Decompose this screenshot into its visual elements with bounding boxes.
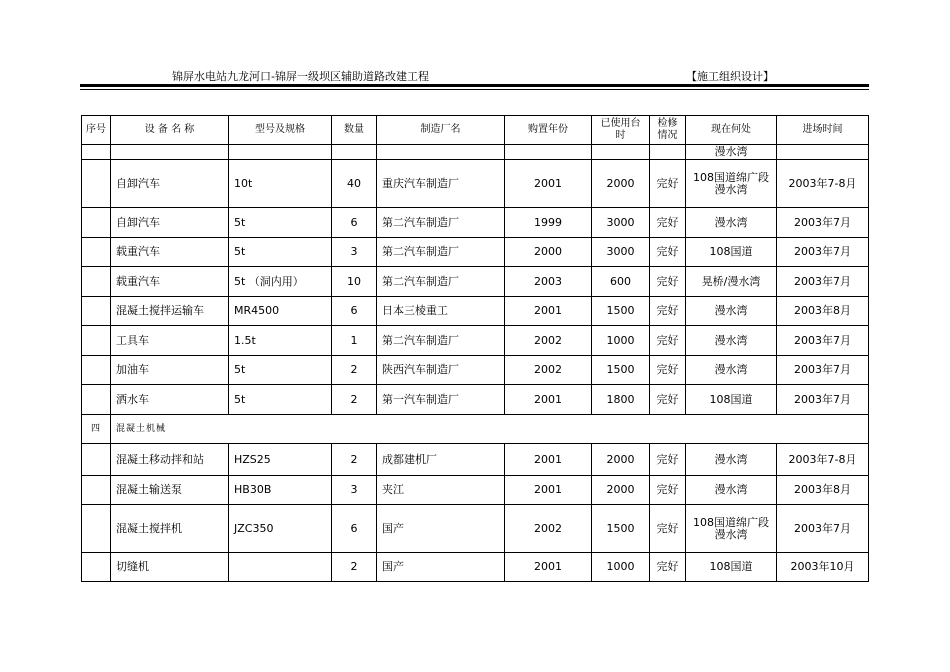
cell-condition: 完好 <box>650 553 686 582</box>
cell-equipment-name: 混凝土搅拌运输车 <box>111 297 229 326</box>
cell-condition: 完好 <box>650 385 686 415</box>
cell-index <box>82 356 111 385</box>
section-title: 混凝土机械 <box>111 415 869 444</box>
equipment-table <box>81 115 869 582</box>
cell-equipment-name: 洒水车 <box>111 385 229 415</box>
cell-quantity: 2 <box>332 444 377 476</box>
cell-entry-time: 2003年10月 <box>777 553 869 582</box>
cell-manufacturer: 成都建机厂 <box>377 444 505 476</box>
cell-purchase-year: 2002 <box>505 505 592 553</box>
cell-manufacturer: 第二汽车制造厂 <box>377 267 505 297</box>
section-row <box>82 415 869 444</box>
cell-model: 5t （洞内用） <box>229 267 332 297</box>
cell-entry-time: 2003年8月 <box>777 297 869 326</box>
cell-model: HB30B <box>229 476 332 505</box>
cell-hours-used: 1500 <box>592 505 650 553</box>
table-row <box>82 385 869 415</box>
cell-index <box>82 297 111 326</box>
cell-hours-used: 2000 <box>592 444 650 476</box>
cell-quantity: 2 <box>332 356 377 385</box>
cell-quantity: 3 <box>332 238 377 267</box>
cell-model: 5t <box>229 208 332 238</box>
cell-equipment-name: 自卸汽车 <box>111 160 229 208</box>
table-row <box>82 160 869 208</box>
cell-index <box>82 160 111 208</box>
cell-equipment-name: 自卸汽车 <box>111 208 229 238</box>
cell-purchase-year: 2002 <box>505 356 592 385</box>
cell-entry-time: 2003年7月 <box>777 505 869 553</box>
cell-location: 108国道 <box>686 385 777 415</box>
cell-index <box>82 444 111 476</box>
cell-model <box>229 553 332 582</box>
col-header-equipment-name: 设 备 名 称 <box>111 116 229 145</box>
cell-index <box>82 476 111 505</box>
cell-equipment-name: 载重汽车 <box>111 238 229 267</box>
table-row <box>82 238 869 267</box>
table-row <box>82 297 869 326</box>
table-row <box>82 356 869 385</box>
cell-hours-used: 3000 <box>592 238 650 267</box>
col-header-entry-time: 进场时间 <box>777 116 869 145</box>
cell-quantity: 3 <box>332 476 377 505</box>
cell-model: 1.5t <box>229 326 332 356</box>
cell-index <box>82 553 111 582</box>
section-number: 四 <box>82 415 111 444</box>
col-header-hours-used: 已使用台 时 <box>592 116 650 145</box>
cell-hours-used: 3000 <box>592 208 650 238</box>
cell-model: 5t <box>229 385 332 415</box>
col-header-manufacturer: 制造厂名 <box>377 116 505 145</box>
cell-hours-used: 1000 <box>592 326 650 356</box>
cell-location: 晃桥/漫水湾 <box>686 267 777 297</box>
cell-quantity: 6 <box>332 297 377 326</box>
cell-condition: 完好 <box>650 505 686 553</box>
cell-index <box>82 238 111 267</box>
cell-index <box>82 208 111 238</box>
cell-hours-used: 1500 <box>592 297 650 326</box>
cell-manufacturer: 夹江 <box>377 476 505 505</box>
cell-location: 漫水湾 <box>686 444 777 476</box>
cell-condition: 完好 <box>650 356 686 385</box>
cell-location: 漫水湾 <box>686 145 777 160</box>
col-header-quantity: 数量 <box>332 116 377 145</box>
col-header-index: 序号 <box>82 116 111 145</box>
cell-quantity: 40 <box>332 160 377 208</box>
cell-quantity: 6 <box>332 208 377 238</box>
cell-hours-used: 2000 <box>592 476 650 505</box>
cell-manufacturer: 陕西汽车制造厂 <box>377 356 505 385</box>
cell-entry-time: 2003年7-8月 <box>777 160 869 208</box>
cell-purchase-year: 2001 <box>505 444 592 476</box>
cell-manufacturer: 国产 <box>377 553 505 582</box>
col-header-location: 现在何处 <box>686 116 777 145</box>
cell-equipment-name: 混凝土搅拌机 <box>111 505 229 553</box>
cell-quantity: 2 <box>332 385 377 415</box>
cell-model: MR4500 <box>229 297 332 326</box>
cell-equipment-name: 载重汽车 <box>111 267 229 297</box>
cell-location: 漫水湾 <box>686 208 777 238</box>
cell-manufacturer: 第二汽车制造厂 <box>377 238 505 267</box>
cell-purchase-year: 2001 <box>505 385 592 415</box>
cell-model: 10t <box>229 160 332 208</box>
cell-location: 108国道 <box>686 553 777 582</box>
cell-index <box>82 267 111 297</box>
cell-purchase-year: 2000 <box>505 238 592 267</box>
cell-purchase-year: 2001 <box>505 476 592 505</box>
table-row <box>82 444 869 476</box>
cell-purchase-year: 2003 <box>505 267 592 297</box>
cell-manufacturer: 第二汽车制造厂 <box>377 208 505 238</box>
document-label: 【施工组织设计】 <box>686 70 774 83</box>
cell-equipment-name: 混凝土移动拌和站 <box>111 444 229 476</box>
project-title: 锦屏水电站九龙河口-锦屏一级坝区辅助道路改建工程 <box>172 70 429 83</box>
cell-quantity: 6 <box>332 505 377 553</box>
cell-entry-time: 2003年7月 <box>777 326 869 356</box>
cell-purchase-year: 2002 <box>505 326 592 356</box>
cell-index <box>82 505 111 553</box>
cell-entry-time: 2003年7月 <box>777 208 869 238</box>
cell-quantity: 10 <box>332 267 377 297</box>
cell-location: 漫水湾 <box>686 326 777 356</box>
cell-equipment-name: 混凝土输送泵 <box>111 476 229 505</box>
cell-purchase-year: 2001 <box>505 297 592 326</box>
table-row <box>82 553 869 582</box>
col-header-condition: 检修情况 <box>650 116 686 145</box>
cell-quantity: 2 <box>332 553 377 582</box>
cell-model: 5t <box>229 356 332 385</box>
cell-condition: 完好 <box>650 160 686 208</box>
cell-condition: 完好 <box>650 267 686 297</box>
cell-hours-used: 2000 <box>592 160 650 208</box>
cell-manufacturer: 第二汽车制造厂 <box>377 326 505 356</box>
cell-entry-time: 2003年8月 <box>777 476 869 505</box>
cell-location: 108国道绵广段漫水湾 <box>686 505 777 553</box>
cell-index <box>82 326 111 356</box>
cell-equipment-name: 工具车 <box>111 326 229 356</box>
cell-location: 漫水湾 <box>686 476 777 505</box>
col-header-purchase-year: 购置年份 <box>505 116 592 145</box>
cell-purchase-year: 2001 <box>505 160 592 208</box>
col-header-model: 型号及规格 <box>229 116 332 145</box>
table-row <box>82 476 869 505</box>
cell-equipment-name: 切缝机 <box>111 553 229 582</box>
cell-purchase-year: 2001 <box>505 553 592 582</box>
cell-model: JZC350 <box>229 505 332 553</box>
cell-entry-time: 2003年7月 <box>777 267 869 297</box>
cell-model: 5t <box>229 238 332 267</box>
cell-location: 漫水湾 <box>686 297 777 326</box>
cell-hours-used: 1000 <box>592 553 650 582</box>
table-row <box>82 326 869 356</box>
cell-hours-used: 600 <box>592 267 650 297</box>
cell-location: 漫水湾 <box>686 356 777 385</box>
cell-condition: 完好 <box>650 326 686 356</box>
table-row <box>82 267 869 297</box>
cell-condition: 完好 <box>650 238 686 267</box>
cell-entry-time: 2003年7月 <box>777 385 869 415</box>
table-row <box>82 208 869 238</box>
cell-manufacturer: 重庆汽车制造厂 <box>377 160 505 208</box>
cell-model: HZS25 <box>229 444 332 476</box>
cell-equipment-name: 加油车 <box>111 356 229 385</box>
cell-entry-time: 2003年7-8月 <box>777 444 869 476</box>
cell-hours-used: 1500 <box>592 356 650 385</box>
cell-condition: 完好 <box>650 208 686 238</box>
cell-entry-time: 2003年7月 <box>777 238 869 267</box>
header-rule-thick <box>80 84 869 87</box>
cell-quantity: 1 <box>332 326 377 356</box>
cell-manufacturer: 日本三棱重工 <box>377 297 505 326</box>
cell-location: 108国道 <box>686 238 777 267</box>
cell-index <box>82 385 111 415</box>
cell-condition: 完好 <box>650 297 686 326</box>
table-row <box>82 505 869 553</box>
table-header-row <box>82 116 869 145</box>
cell-manufacturer: 国产 <box>377 505 505 553</box>
cell-hours-used: 1800 <box>592 385 650 415</box>
cell-entry-time: 2003年7月 <box>777 356 869 385</box>
cell-manufacturer: 第一汽车制造厂 <box>377 385 505 415</box>
cell-purchase-year: 1999 <box>505 208 592 238</box>
table-row-continued <box>82 145 869 160</box>
cell-condition: 完好 <box>650 476 686 505</box>
cell-location: 108国道绵广段漫水湾 <box>686 160 777 208</box>
cell-condition: 完好 <box>650 444 686 476</box>
header-rule-thin <box>80 89 869 90</box>
